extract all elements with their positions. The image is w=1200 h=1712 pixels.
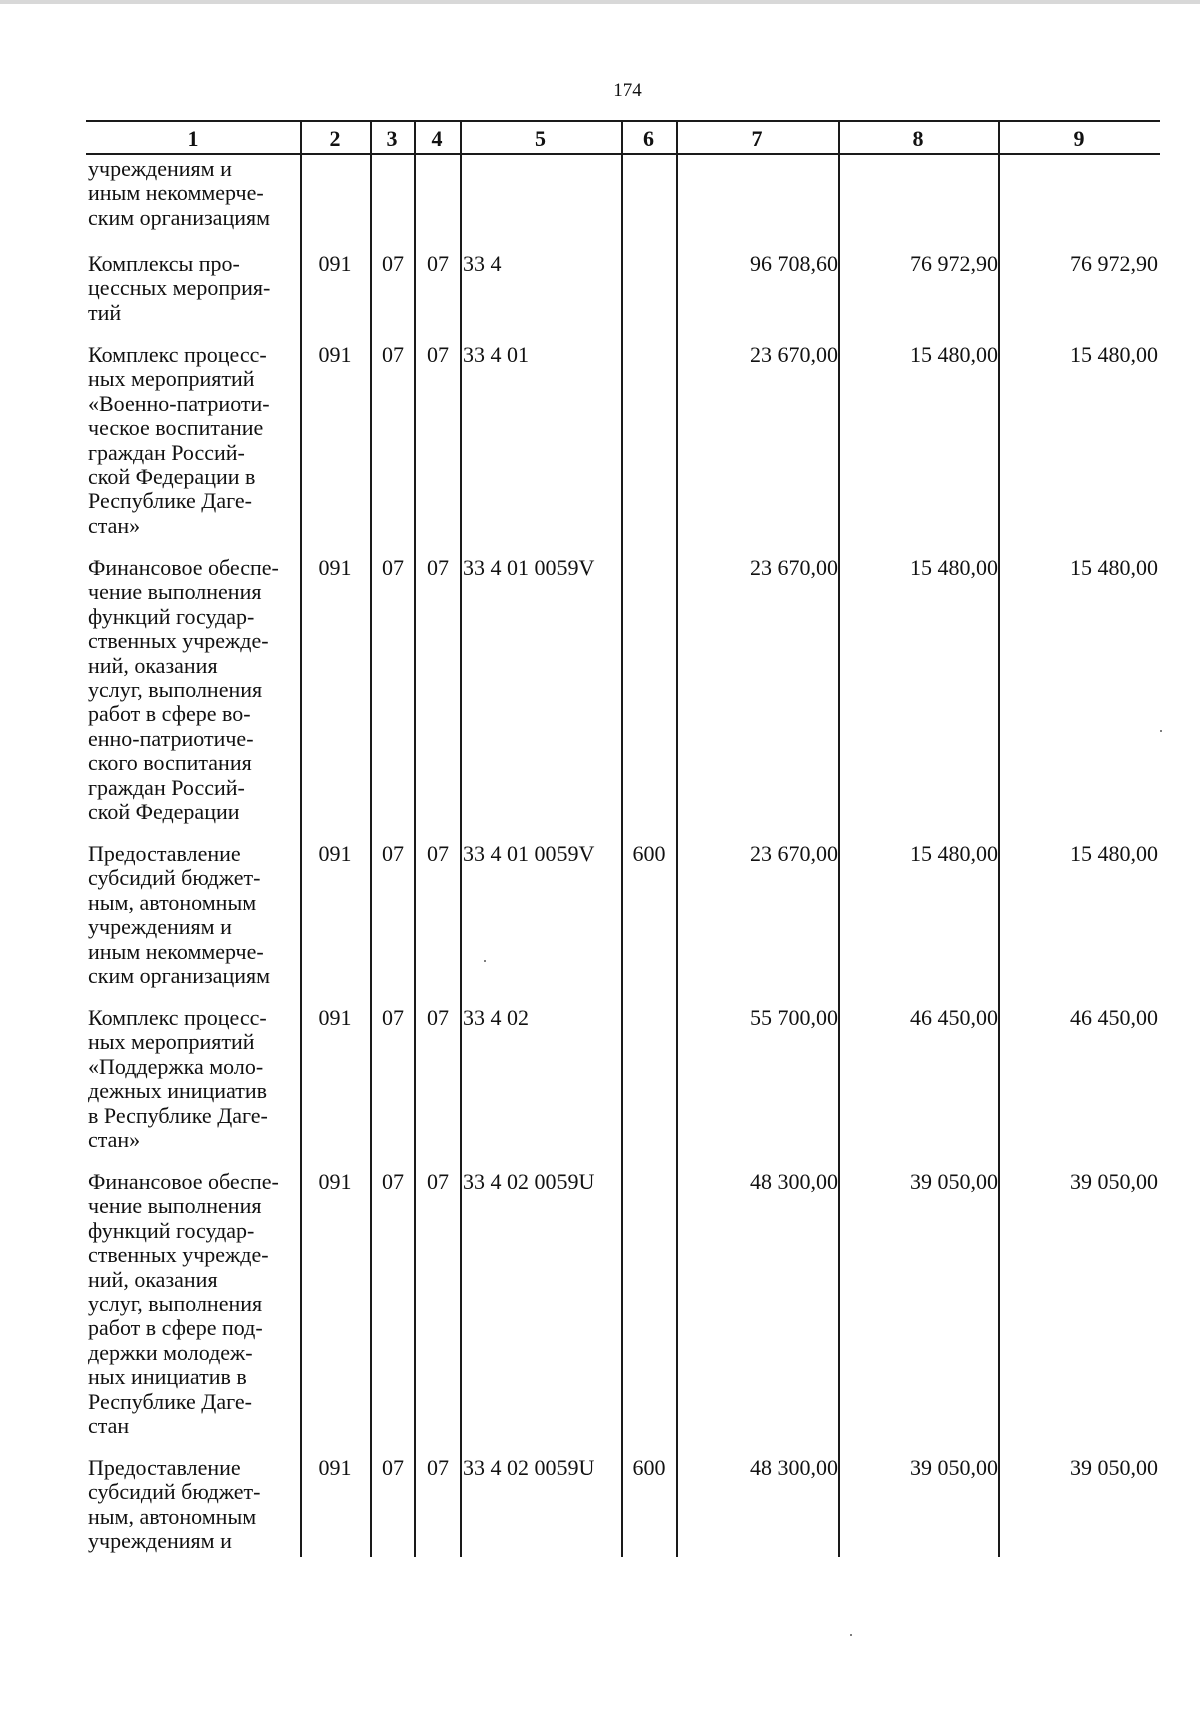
col-divider-3 <box>414 120 416 1557</box>
cell-col-2: 091 <box>318 555 352 580</box>
row-name: Комплексы про- цессных мероприя- тий <box>88 251 271 325</box>
col-divider-5 <box>621 120 623 1557</box>
scan-speck <box>1160 730 1162 732</box>
cell-col-6: 600 <box>632 841 666 866</box>
cell-col-9: 39 050,00 <box>1070 1455 1158 1480</box>
header-col-8: 8 <box>912 126 924 151</box>
cell-col-8: 15 480,00 <box>910 342 998 367</box>
col-divider-6 <box>676 120 678 1557</box>
cell-col-8: 46 450,00 <box>910 1005 998 1030</box>
cell-col-9: 39 050,00 <box>1070 1169 1158 1194</box>
scan-speck <box>850 1634 852 1636</box>
col-divider-2 <box>370 120 372 1557</box>
cell-col-5: 33 4 01 0059V <box>463 841 595 866</box>
cell-col-4: 07 <box>427 342 449 367</box>
cell-col-4: 07 <box>427 841 449 866</box>
cell-col-8: 15 480,00 <box>910 555 998 580</box>
cell-col-7: 48 300,00 <box>750 1169 838 1194</box>
cell-col-2: 091 <box>318 342 352 367</box>
page-number: 174 <box>613 80 642 101</box>
header-col-6: 6 <box>643 126 654 151</box>
header-col-9: 9 <box>1073 126 1085 151</box>
cell-col-7: 23 670,00 <box>750 841 838 866</box>
cell-col-3: 07 <box>382 1005 404 1030</box>
cell-col-4: 07 <box>427 1455 449 1480</box>
cell-col-9: 46 450,00 <box>1070 1005 1158 1030</box>
cell-col-7: 48 300,00 <box>750 1455 838 1480</box>
cell-col-2: 091 <box>318 1455 352 1480</box>
row-name: Комплекс процесс- ных мероприятий «Поддержка моло- дежных инициатив в Республике Даге- стан» <box>88 1005 268 1153</box>
cell-col-6: 600 <box>632 1455 666 1480</box>
header-col-7: 7 <box>751 126 763 151</box>
row-name: Предоставление субсидий бюджет- ным, автономным учреждениям и иным некоммерче- ским организациям <box>88 841 271 989</box>
cell-col-9: 15 480,00 <box>1070 342 1158 367</box>
cell-col-5: 33 4 <box>463 251 502 276</box>
cell-col-2: 091 <box>318 1169 352 1194</box>
col-divider-7 <box>838 120 840 1557</box>
cell-col-2: 091 <box>318 1005 352 1030</box>
row-name: Финансовое обеспе- чение выполнения функций государ- ственных учрежде- ний, оказания услуг, выполнения работ в сфере во- енно-патриотиче- ского воспитания граждан Россий- ской Федерации <box>88 555 279 825</box>
cell-col-8: 76 972,90 <box>910 251 998 276</box>
cell-col-7: 96 708,60 <box>750 251 838 276</box>
cell-col-5: 33 4 01 <box>463 342 529 367</box>
cell-col-5: 33 4 02 0059U <box>463 1169 595 1194</box>
cell-col-3: 07 <box>382 251 404 276</box>
cell-col-9: 76 972,90 <box>1070 251 1158 276</box>
cell-col-8: 15 480,00 <box>910 841 998 866</box>
scan-speck <box>484 960 486 962</box>
cell-col-7: 23 670,00 <box>750 342 838 367</box>
header-col-3: 3 <box>386 126 398 151</box>
cell-col-4: 07 <box>427 555 449 580</box>
cell-col-4: 07 <box>427 1169 449 1194</box>
row-name: учреждениям и иным некоммерче- ским организациям <box>88 156 271 230</box>
header-col-5: 5 <box>535 126 546 151</box>
row-name: Финансовое обеспе- чение выполнения функций государ- ственных учрежде- ний, оказания услуг, выполнения работ в сфере под- держки молодеж- ных инициатив в Республике Даге- стан <box>88 1169 279 1439</box>
header-col-2: 2 <box>329 126 341 151</box>
cell-col-5: 33 4 02 0059U <box>463 1455 595 1480</box>
header-col-4: 4 <box>431 126 443 151</box>
col-divider-8 <box>998 120 1000 1557</box>
cell-col-3: 07 <box>382 841 404 866</box>
cell-col-3: 07 <box>382 555 404 580</box>
cell-col-3: 07 <box>382 342 404 367</box>
cell-col-7: 23 670,00 <box>750 555 838 580</box>
row-name: Предоставление субсидий бюджет- ным, автономным учреждениям и <box>88 1455 261 1554</box>
col-divider-4 <box>460 120 462 1557</box>
cell-col-5: 33 4 02 <box>463 1005 529 1030</box>
cell-col-7: 55 700,00 <box>750 1005 838 1030</box>
cell-col-4: 07 <box>427 1005 449 1030</box>
cell-col-2: 091 <box>318 841 352 866</box>
cell-col-4: 07 <box>427 251 449 276</box>
cell-col-3: 07 <box>382 1169 404 1194</box>
cell-col-8: 39 050,00 <box>910 1169 998 1194</box>
header-col-1: 1 <box>187 126 199 151</box>
cell-col-9: 15 480,00 <box>1070 841 1158 866</box>
cell-col-9: 15 480,00 <box>1070 555 1158 580</box>
cell-col-8: 39 050,00 <box>910 1455 998 1480</box>
row-name: Комплекс процесс- ных мероприятий «Военно-патриоти- ческое воспитание граждан Россий- ской Федерации в Республике Даге- стан» <box>88 342 270 538</box>
col-divider-1 <box>300 120 302 1557</box>
cell-col-3: 07 <box>382 1455 404 1480</box>
cell-col-5: 33 4 01 0059V <box>463 555 595 580</box>
cell-col-2: 091 <box>318 251 352 276</box>
